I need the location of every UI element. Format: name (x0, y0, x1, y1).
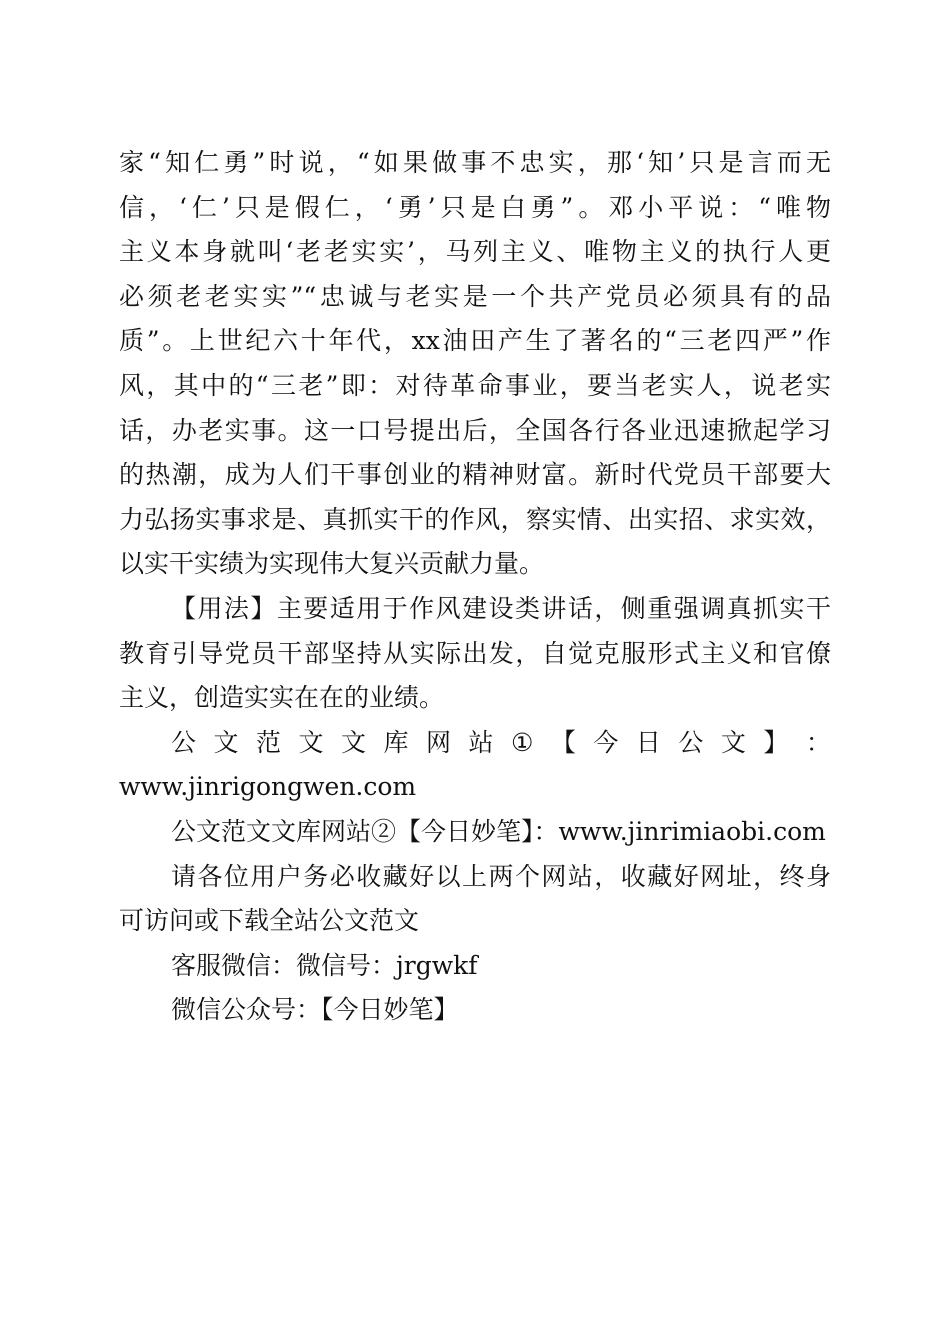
site-1-char: 文 (720, 727, 746, 757)
text-line: 力弘扬实事求是、真抓实干的作风，察实情、出实招、求实效， (119, 504, 831, 534)
site-1-char: 文 (298, 727, 324, 757)
text-line: 教育引导党员干部坚持从实际出发，自觉克服形式主义和官僚 (119, 638, 831, 668)
site-1-char: 日 (635, 727, 661, 757)
text-line: 话，办老实事。这一口号提出后，全国各行各业迅速掀起学习 (119, 415, 831, 445)
site-2-line[interactable]: 公文范文文库网站②【今日妙笔】：www.jinrimiaobi.com (171, 816, 826, 846)
site-1-char: ① (511, 727, 534, 757)
usage-paragraph (119, 587, 831, 721)
site-1-char: 】 (763, 727, 789, 757)
text-line: 可访问或下载全站公文范文 (119, 906, 420, 936)
site-1-url[interactable]: www.jinrigongwen.com (119, 772, 417, 802)
service-wechat: 客服微信：微信号：jrgwkf (171, 950, 478, 980)
site-1-char: 文 (213, 727, 239, 757)
text-line: 必须老老实实”“忠诚与老实是一个共产党员必须具有的品 (119, 281, 831, 311)
site-1-char: 网 (426, 727, 452, 757)
text-line: 风，其中的“三老”即：对待革命事业，要当老实人，说老实 (119, 370, 831, 400)
site-1-char: 今 (593, 727, 619, 757)
text-line: 信，‘仁’只是假仁，‘勇’只是白勇”。邓小平说：“唯物 (119, 192, 831, 222)
site-1-char: 公 (678, 727, 704, 757)
site-1-char: 站 (468, 727, 494, 757)
site-1-label (119, 721, 831, 766)
text-line: 的热潮，成为人们干事创业的精神财富。新时代党员干部要大 (119, 460, 831, 490)
document-body (119, 141, 831, 1033)
site-1-char: 文 (341, 727, 367, 757)
text-line: 主义本身就叫‘老老实实’，马列主义、唯物主义的执行人更 (119, 237, 831, 267)
site-1-paragraph (119, 721, 831, 810)
site-1-char: 库 (383, 727, 409, 757)
official-account: 微信公众号：【今日妙笔】 (171, 995, 459, 1025)
text-line: 主义，创造实实在在的业绩。 (119, 683, 445, 713)
site-1-char: 范 (256, 727, 282, 757)
text-line: 质”。上世纪六十年代，xx油田产生了著名的“三老四严”作 (119, 326, 831, 356)
text-line: 请各位用户务必收藏好以上两个网站，收藏好网址，终身 (171, 861, 831, 891)
body-paragraph (119, 141, 831, 587)
site-1-char: 公 (171, 727, 197, 757)
text-line: 【用法】主要适用于作风建设类讲话，侧重强调真抓实干 (171, 593, 831, 623)
text-line: 家“知仁勇”时说，“如果做事不忠实，那‘知’只是言而无 (119, 148, 831, 177)
text-line: 以实干实绩为实现伟大复兴贡献力量。 (119, 549, 545, 579)
site-1-char: ： (805, 727, 831, 757)
notice-paragraph (119, 855, 831, 944)
site-1-char: 【 (550, 727, 576, 757)
